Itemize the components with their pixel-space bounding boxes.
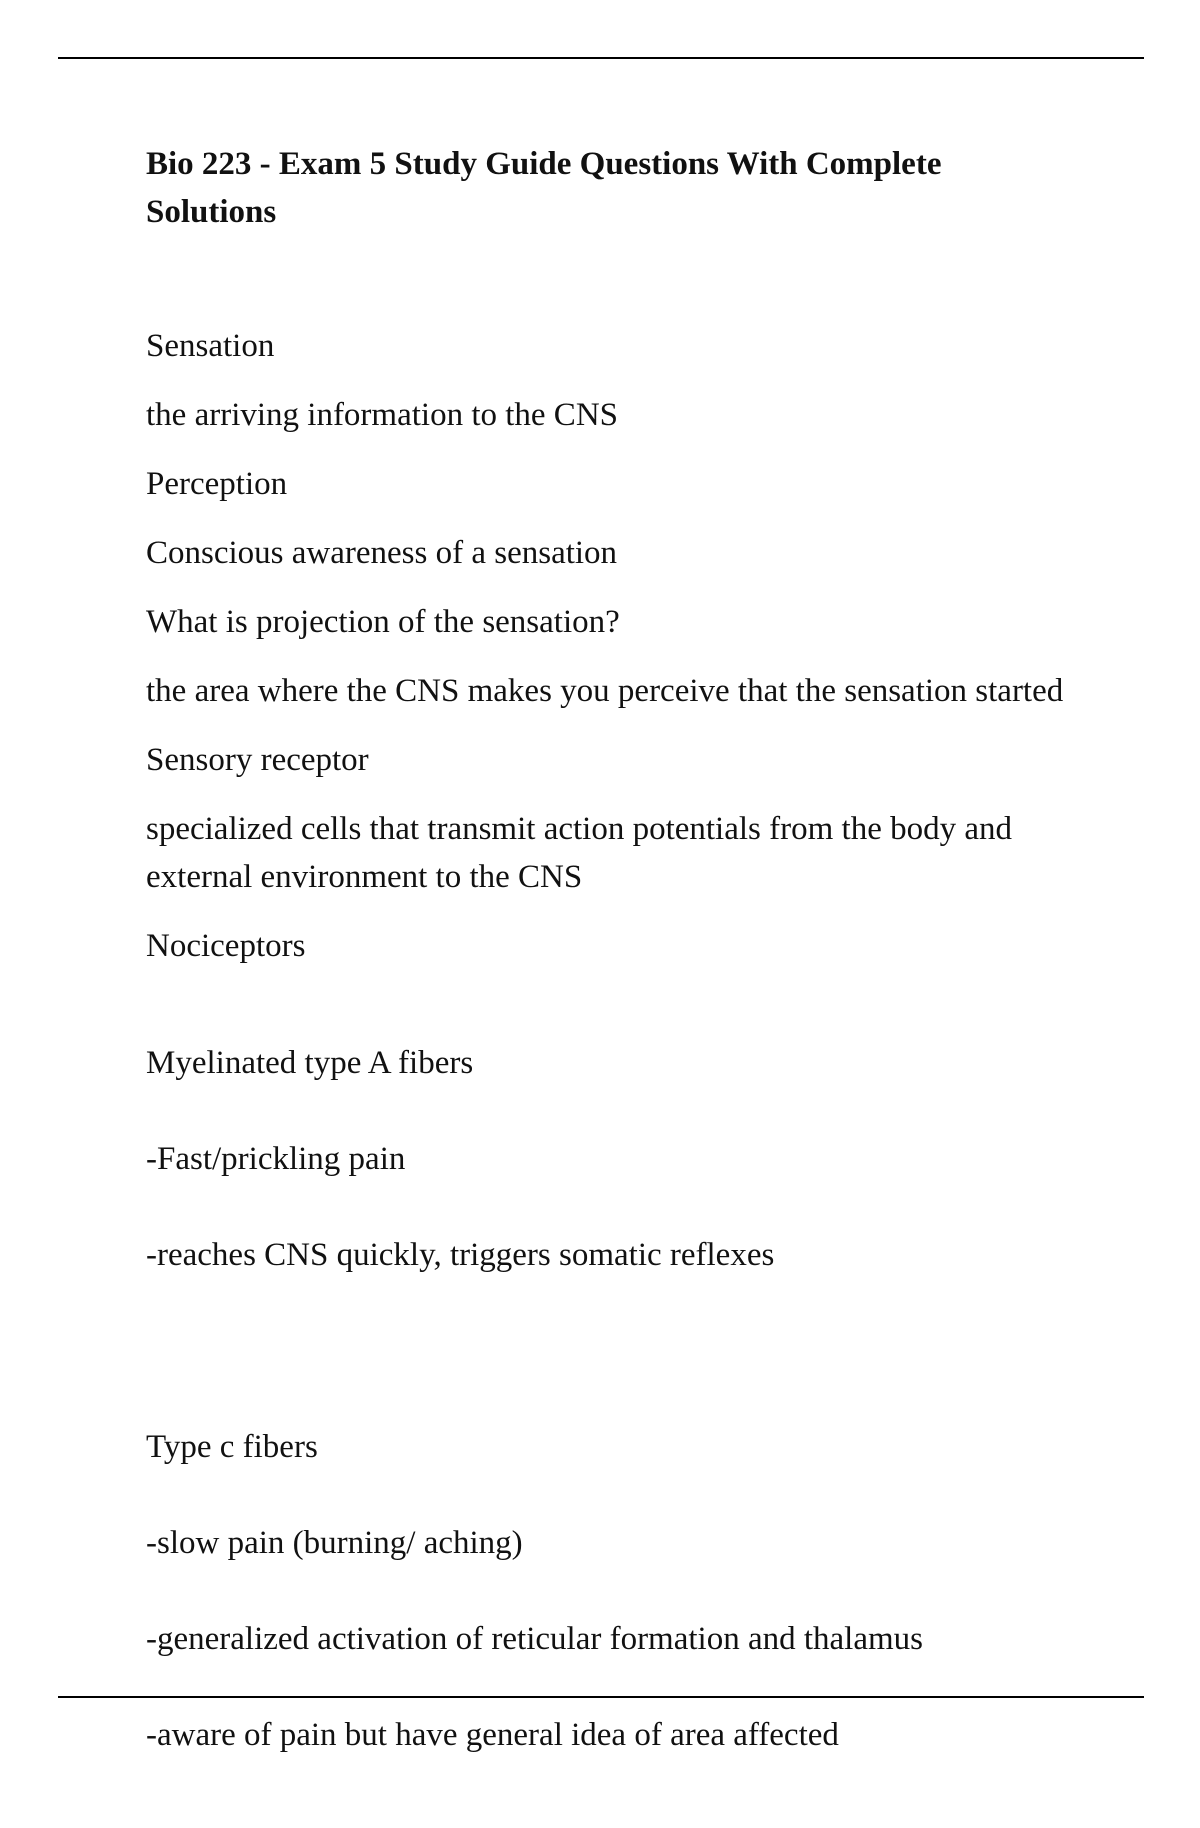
card-definition-block	[146, 991, 1066, 1807]
definition-line: -slow pain (burning/ aching)	[146, 1525, 523, 1561]
card-definition: the arriving information to the CNS	[146, 397, 619, 433]
document-title: Bio 223 - Exam 5 Study Guide Questions With Complete Solutions	[146, 146, 942, 230]
flashcard-list	[146, 322, 1066, 1807]
card-term: What is projection of the sensation?	[146, 604, 620, 640]
top-rule	[58, 57, 1144, 59]
card-definition: specialized cells that transmit action potentials from the body and external environment to the CNS	[146, 811, 1012, 895]
bottom-rule	[58, 1696, 1144, 1698]
definition-line: -reaches CNS quickly, triggers somatic reflexes	[146, 1237, 775, 1273]
definition-line: Myelinated type A fibers	[146, 1045, 474, 1081]
card-term: Sensory receptor	[146, 742, 369, 778]
definition-line: -Fast/prickling pain	[146, 1141, 406, 1177]
definition-line: -aware of pain but have general idea of area affected	[146, 1717, 839, 1753]
card-term: Nociceptors	[146, 928, 306, 964]
card-term: Perception	[146, 466, 288, 502]
card-definition: the area where the CNS makes you perceive that the sensation started	[146, 673, 1064, 709]
definition-line: Type c fibers	[146, 1429, 318, 1465]
blank-line	[146, 1327, 1066, 1375]
card-definition: Conscious awareness of a sensation	[146, 535, 618, 571]
definition-line: -generalized activation of reticular formation and thalamus	[146, 1621, 923, 1657]
card-term: Sensation	[146, 328, 275, 364]
document-body	[146, 140, 1066, 1828]
